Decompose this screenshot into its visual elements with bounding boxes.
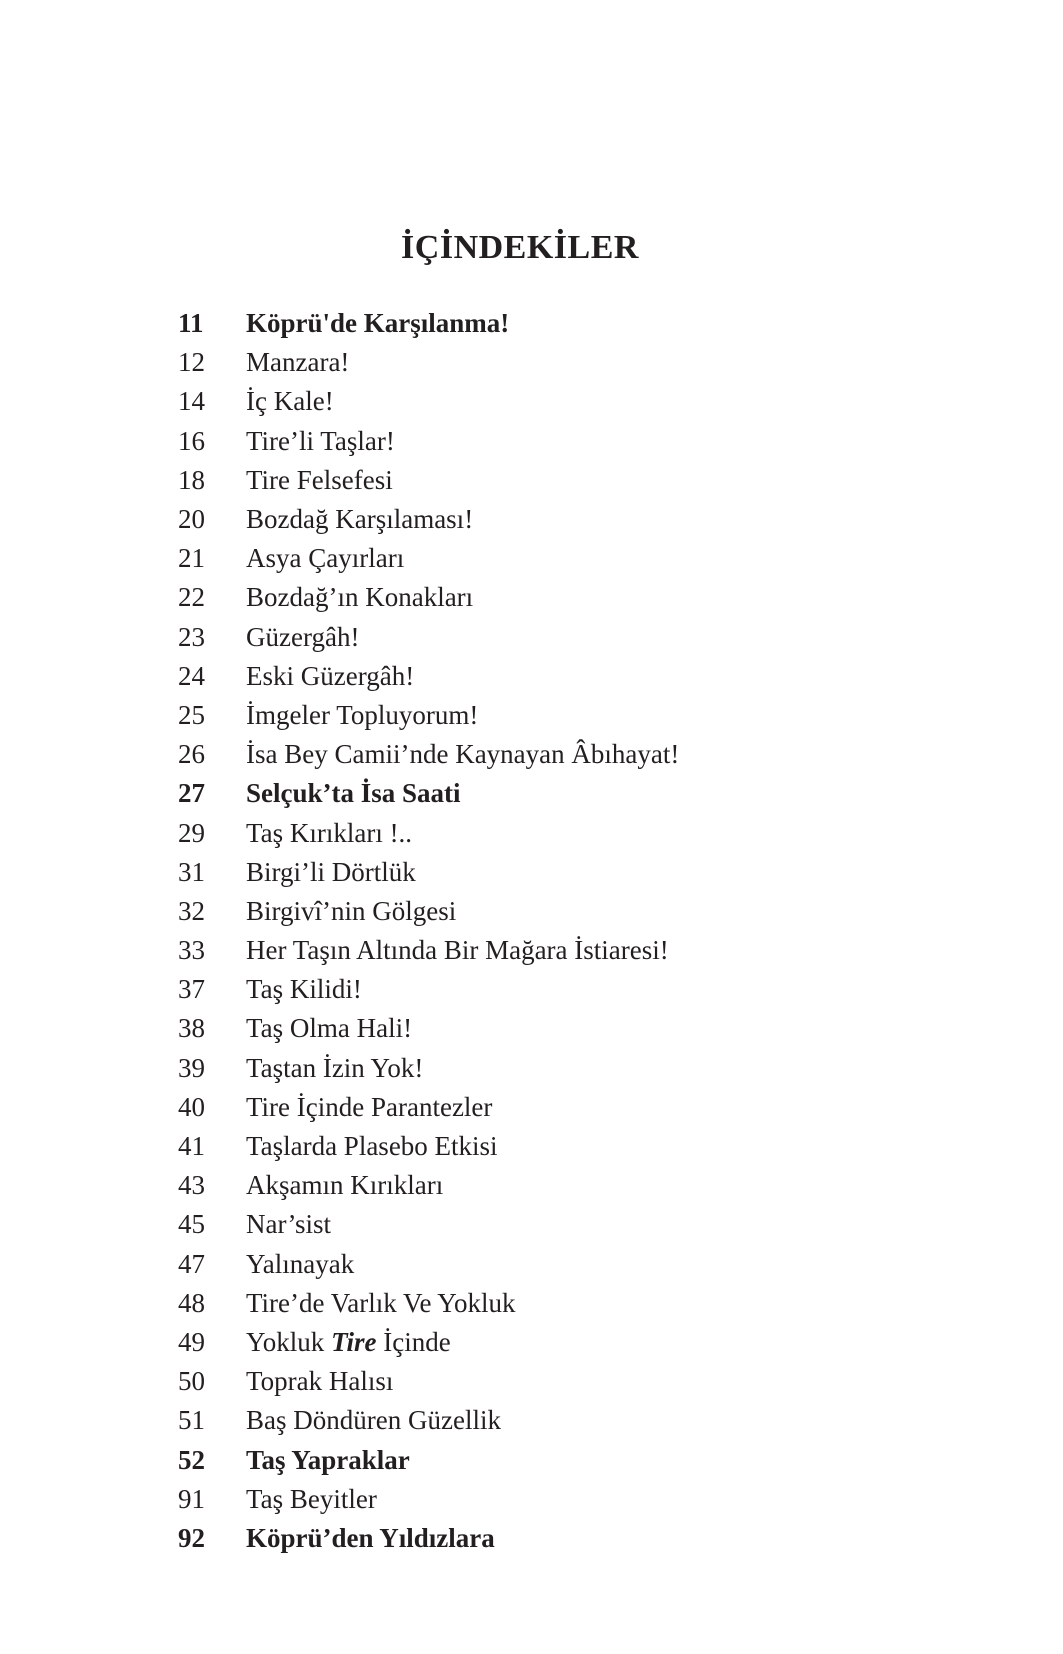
page-title: İÇİNDEKİLER [401,229,639,266]
page-number: 52 [178,1444,205,1475]
page-number: 12 [178,347,205,378]
entry-title: Manzara! [246,347,350,378]
toc-entry [178,1009,938,1048]
toc-entry [178,1480,938,1519]
entry-title: Yalınayak [246,1248,355,1279]
entry-title: İmgeler Topluyorum! [246,699,479,730]
page-number: 38 [178,1013,205,1044]
page-number: 37 [178,974,205,1005]
toc-entry [178,1166,938,1205]
toc-entry [178,813,938,852]
entry-title: Toprak Halısı [246,1366,394,1397]
page-number: 20 [178,504,205,535]
toc-entry [178,422,938,461]
page-number: 39 [178,1052,205,1083]
page-number: 41 [178,1131,205,1162]
entry-title: Akşamın Kırıkları [246,1170,444,1201]
entry-title: Tire İçinde Parantezler [246,1091,493,1122]
toc-entry [178,892,938,931]
entry-title: Tire Felsefesi [246,464,393,495]
entry-title: İç Kale! [246,386,334,417]
entry-title: Tire’de Varlık Ve Yokluk [246,1287,516,1318]
page-number: 23 [178,621,205,652]
entry-title: Taştan İzin Yok! [246,1052,424,1083]
entry-title: Bozdağ’ın Konakları [246,582,474,613]
toc-entry [178,1245,938,1284]
page-number: 91 [178,1483,205,1514]
entry-title [246,1327,938,1358]
entry-title: Birgivî’nin Gölgesi [246,895,457,926]
page-number: 21 [178,543,205,574]
toc-entry [178,1284,938,1323]
entry-title-emphasis: Tire [331,1326,377,1357]
entry-title: Selçuk’ta İsa Saati [246,778,461,809]
page-number: 31 [178,856,205,887]
entry-title: Nar’sist [246,1209,331,1240]
toc-entry [178,696,938,735]
entry-title: Köprü'de Karşılanma! [246,308,510,339]
entry-title: Taş Yapraklar [246,1444,410,1475]
page-number: 26 [178,739,205,770]
toc-entry [178,343,938,382]
toc-entry [178,657,938,696]
page-number: 50 [178,1366,205,1397]
entry-title: Güzergâh! [246,621,360,652]
toc-entry [178,1323,938,1362]
page-number: 51 [178,1405,205,1436]
entry-title: Her Taşın Altında Bir Mağara İstiaresi! [246,935,669,966]
page-number: 48 [178,1287,205,1318]
page-number: 32 [178,895,205,926]
toc-entry [178,1127,938,1166]
page-number: 92 [178,1522,205,1553]
page-number: 45 [178,1209,205,1240]
page-number: 16 [178,425,205,456]
entry-title: Tire’li Taşlar! [246,425,395,456]
page-number: 29 [178,817,205,848]
page-number: 33 [178,935,205,966]
entry-title: Taş Olma Hali! [246,1013,413,1044]
entry-title: Taşlarda Plasebo Etkisi [246,1131,498,1162]
toc-entry [178,774,938,813]
page-number: 14 [178,386,205,417]
entry-title: Köprü’den Yıldızlara [246,1522,495,1553]
toc-entry [178,1362,938,1401]
toc-entry [178,500,938,539]
toc-entry [178,382,938,421]
page-number: 47 [178,1248,205,1279]
toc-entry [178,1088,938,1127]
entry-title: Bozdağ Karşılaması! [246,504,474,535]
entry-title: Taş Kırıkları !.. [246,817,413,848]
toc-entry [178,1205,938,1244]
entry-title: İsa Bey Camii’nde Kaynayan Âbıhayat! [246,739,680,770]
page-number: 27 [178,778,205,809]
toc-entry [178,618,938,657]
toc-entry [178,304,938,343]
entry-title-part: Yokluk [246,1326,332,1357]
toc-entry [178,461,938,500]
toc-entry [178,1401,938,1440]
table-of-contents [178,304,938,1558]
toc-entry [178,1049,938,1088]
page-number: 22 [178,582,205,613]
entry-title-part: İçinde [376,1326,451,1357]
toc-entry [178,1440,938,1479]
page-number: 40 [178,1091,205,1122]
toc-entry [178,931,938,970]
toc-entry [178,970,938,1009]
entry-title: Baş Döndüren Güzellik [246,1405,501,1436]
page-number: 11 [178,308,204,339]
entry-title: Eski Güzergâh! [246,660,415,691]
toc-entry [178,853,938,892]
toc-entry [178,578,938,617]
entry-title: Taş Kilidi! [246,974,362,1005]
page-number: 24 [178,660,205,691]
page-number: 43 [178,1170,205,1201]
entry-title: Asya Çayırları [246,543,405,574]
toc-entry [178,1519,938,1558]
page-number: 25 [178,699,205,730]
entry-title: Taş Beyitler [246,1483,377,1514]
page-number: 18 [178,464,205,495]
toc-entry [178,539,938,578]
page-number: 49 [178,1326,205,1357]
toc-entry [178,735,938,774]
entry-title: Birgi’li Dörtlük [246,856,416,887]
